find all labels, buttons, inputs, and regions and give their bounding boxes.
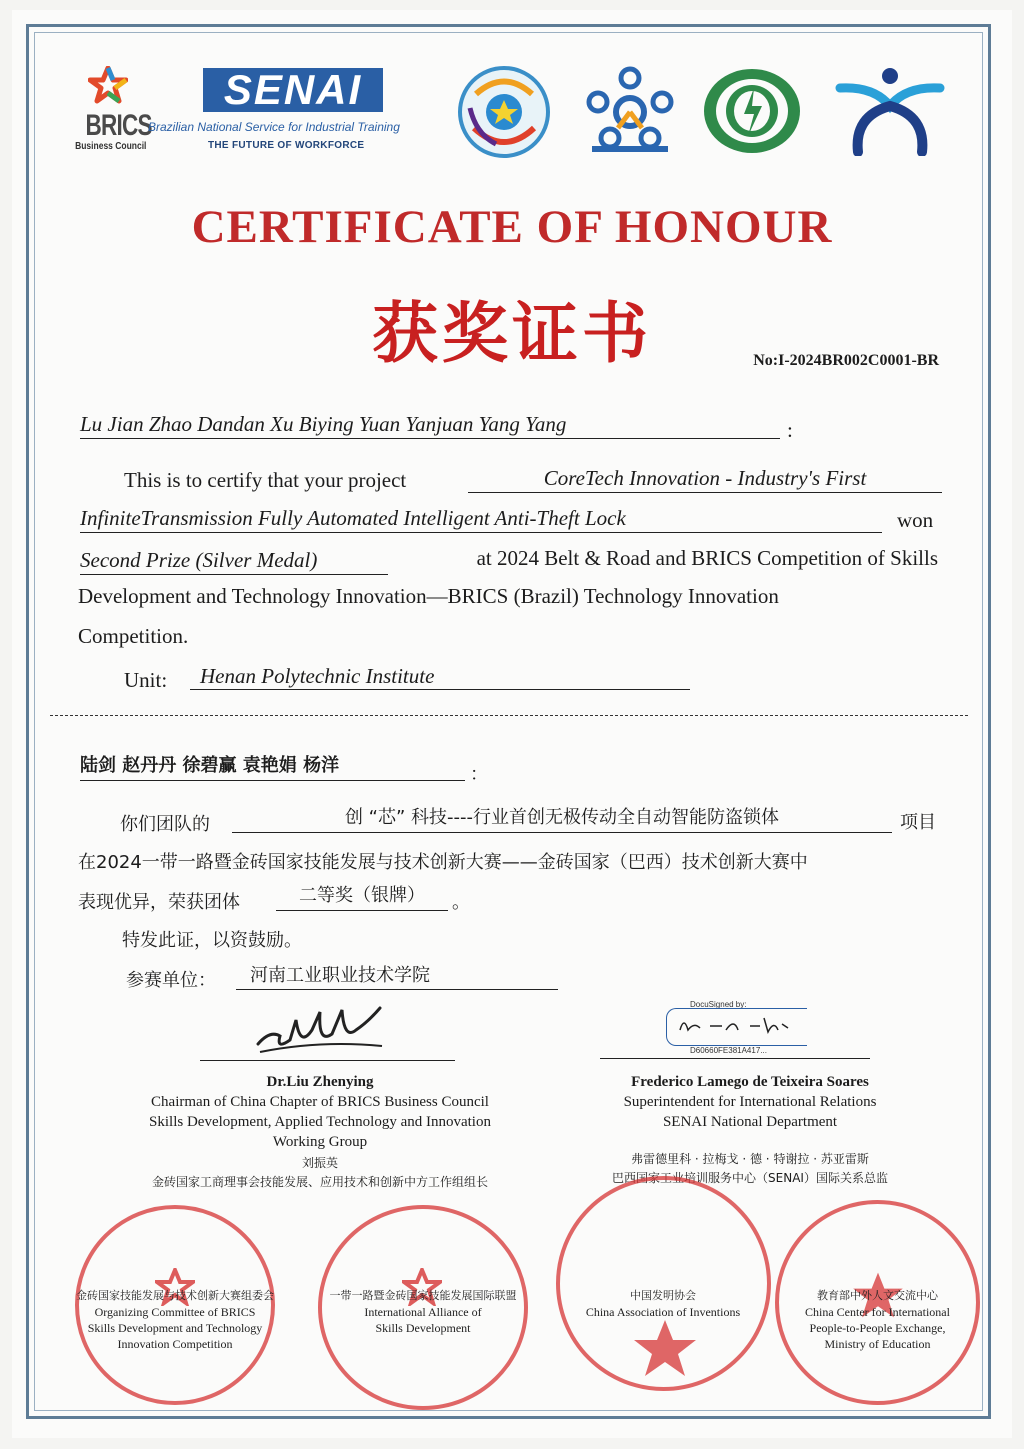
brics-word: BRICS bbox=[85, 109, 152, 142]
competition-line2: Development and Technology Innovation—BRICS (Brazil) Technology Innovation bbox=[78, 584, 779, 608]
seal-1-en2: Skills Development and Technology bbox=[87, 1321, 263, 1335]
certificate-title-cn: 获奖证书 bbox=[372, 295, 652, 372]
seal-2-en1: International Alliance of bbox=[364, 1305, 482, 1319]
names-colon-en: : bbox=[787, 418, 793, 442]
signatory-left-name: Dr.Liu Zhenying bbox=[266, 1074, 374, 1090]
seal-1-cn: 金砖国家技能发展与技术创新大赛组委会 bbox=[76, 1289, 274, 1302]
docusign-label: DocuSigned by: bbox=[690, 1000, 747, 1009]
signatory-left-title3: Working Group bbox=[272, 1134, 368, 1150]
docusign-stamp bbox=[662, 1000, 812, 1056]
seal-4-en2: People-to-People Exchange, bbox=[809, 1321, 946, 1335]
signature-line-left bbox=[200, 1060, 455, 1061]
seal-3-text bbox=[560, 1288, 766, 1320]
senai-slogan: THE FUTURE OF WORKFORCE bbox=[208, 140, 365, 151]
signatory-right-cn-name: 弗雷德里科 · 拉梅戈 · 德 · 特谢拉 · 苏亚雷斯 bbox=[631, 1152, 869, 1166]
senai-logo bbox=[148, 68, 448, 158]
brics-star-icon bbox=[88, 66, 128, 104]
signatory-right-name: Frederico Lamego de Teixeira Soares bbox=[631, 1074, 869, 1090]
exchange-center-emblem-icon bbox=[834, 66, 946, 156]
alliance-emblem-icon bbox=[578, 66, 682, 156]
competition-cn: 在2024一带一路暨金砖国家技能发展与技术创新大赛——金砖国家（巴西）技术创新大赛中 bbox=[78, 852, 808, 873]
seal-1-text bbox=[55, 1288, 295, 1352]
seal-4-cn: 教育部中外人文交流中心 bbox=[817, 1289, 938, 1302]
seal-4-text bbox=[770, 1288, 985, 1352]
competition-line3: Competition. bbox=[78, 624, 189, 648]
project-title-line2: InfiniteTransmission Fully Automated Intelligent Anti-Theft Lock bbox=[80, 504, 882, 533]
signatory-left-cn-title: 金砖国家工商理事会技能发展、应用技术和创新中方工作组组长 bbox=[151, 1175, 488, 1189]
seal-1-en1: Organizing Committee of BRICS bbox=[94, 1305, 256, 1319]
encouragement-cn: 特发此证，以资鼓励。 bbox=[122, 930, 302, 951]
certificate-title-en: CERTIFICATE OF HONOUR bbox=[191, 201, 833, 253]
won-label: won bbox=[897, 508, 934, 532]
seal-2-cn: 一带一路暨金砖国家技能发展国际联盟 bbox=[329, 1289, 517, 1302]
project-suffix-cn: 项目 bbox=[900, 812, 936, 833]
signatory-right-cn-title: 巴西国家工业培训服务中心（SENAI）国际关系总监 bbox=[612, 1171, 888, 1185]
competition-emblem-icon bbox=[456, 64, 552, 160]
inventions-emblem-icon bbox=[700, 66, 804, 156]
unit-label-en: Unit: bbox=[124, 668, 168, 692]
signatory-left bbox=[100, 1072, 540, 1190]
senai-word: SENAI bbox=[203, 68, 383, 112]
recipient-names-en-text: Lu Jian Zhao Dandan Xu Biying Yuan Yanjuan Yang Yang bbox=[80, 412, 567, 436]
seal-3-en1: China Association of Inventions bbox=[585, 1305, 741, 1319]
recipient-names-en bbox=[80, 410, 780, 439]
seal-4-en1: China Center for International bbox=[805, 1305, 950, 1319]
award-prefix-cn: 表现优异，荣获团体 bbox=[78, 892, 240, 913]
seal-1-en3: Innovation Competition bbox=[117, 1337, 233, 1351]
prize-cn: 二等奖（银牌） bbox=[276, 882, 448, 911]
recipient-names-cn: 陆剑 赵丹丹 徐碧赢 袁艳娟 杨洋 bbox=[80, 752, 465, 781]
certificate-number: No:I-2024BR002C0001-BR bbox=[753, 352, 939, 369]
unit-value-en: Henan Polytechnic Institute bbox=[190, 662, 690, 690]
seal-3-cn: 中国发明协会 bbox=[630, 1289, 696, 1302]
period-cn: 。 bbox=[452, 892, 470, 913]
project-title-cn: 创 “芯” 科技----行业首创无极传动全自动智能防盗锁体 bbox=[232, 804, 892, 833]
signatory-left-title1: Chairman of China Chapter of BRICS Business Council bbox=[151, 1094, 489, 1110]
seal-star-icon bbox=[630, 1318, 700, 1378]
seal-4-en3: Ministry of Education bbox=[824, 1337, 931, 1351]
signatory-right-title1: Superintendent for International Relations bbox=[623, 1094, 877, 1110]
brics-business-council-logo bbox=[75, 66, 152, 160]
signatory-right bbox=[540, 1072, 960, 1186]
unit-label-cn: 参赛单位： bbox=[126, 970, 216, 991]
unit-value-cn: 河南工业职业技术学院 bbox=[236, 962, 558, 990]
handwritten-signature-left bbox=[250, 1000, 390, 1060]
seal-2-text bbox=[308, 1288, 538, 1336]
team-prefix-cn: 你们团队的 bbox=[120, 814, 210, 835]
competition-line1: at 2024 Belt & Road and BRICS Competition of Skills bbox=[476, 546, 938, 570]
section-divider bbox=[50, 715, 968, 716]
signatory-right-title2: SENAI National Department bbox=[662, 1114, 838, 1130]
signatory-left-cn-name: 刘振英 bbox=[301, 1156, 338, 1170]
docusign-id: D60660FE381A417... bbox=[690, 1046, 767, 1055]
brics-sub: Business Council bbox=[75, 141, 147, 152]
certify-prefix: This is to certify that your project bbox=[124, 468, 407, 492]
project-title-line1: CoreTech Innovation - Industry's First bbox=[468, 464, 942, 493]
prize-en: Second Prize (Silver Medal) bbox=[80, 546, 388, 575]
handwritten-signature-right bbox=[674, 1012, 794, 1040]
signature-line-right bbox=[600, 1058, 870, 1059]
seal-2-en2: Skills Development bbox=[375, 1321, 471, 1335]
signatory-left-title2: Skills Development, Applied Technology and Innovation bbox=[149, 1114, 491, 1130]
senai-tagline: Brazilian National Service for Industrial Training bbox=[148, 120, 400, 134]
names-colon-cn: ： bbox=[470, 764, 488, 785]
